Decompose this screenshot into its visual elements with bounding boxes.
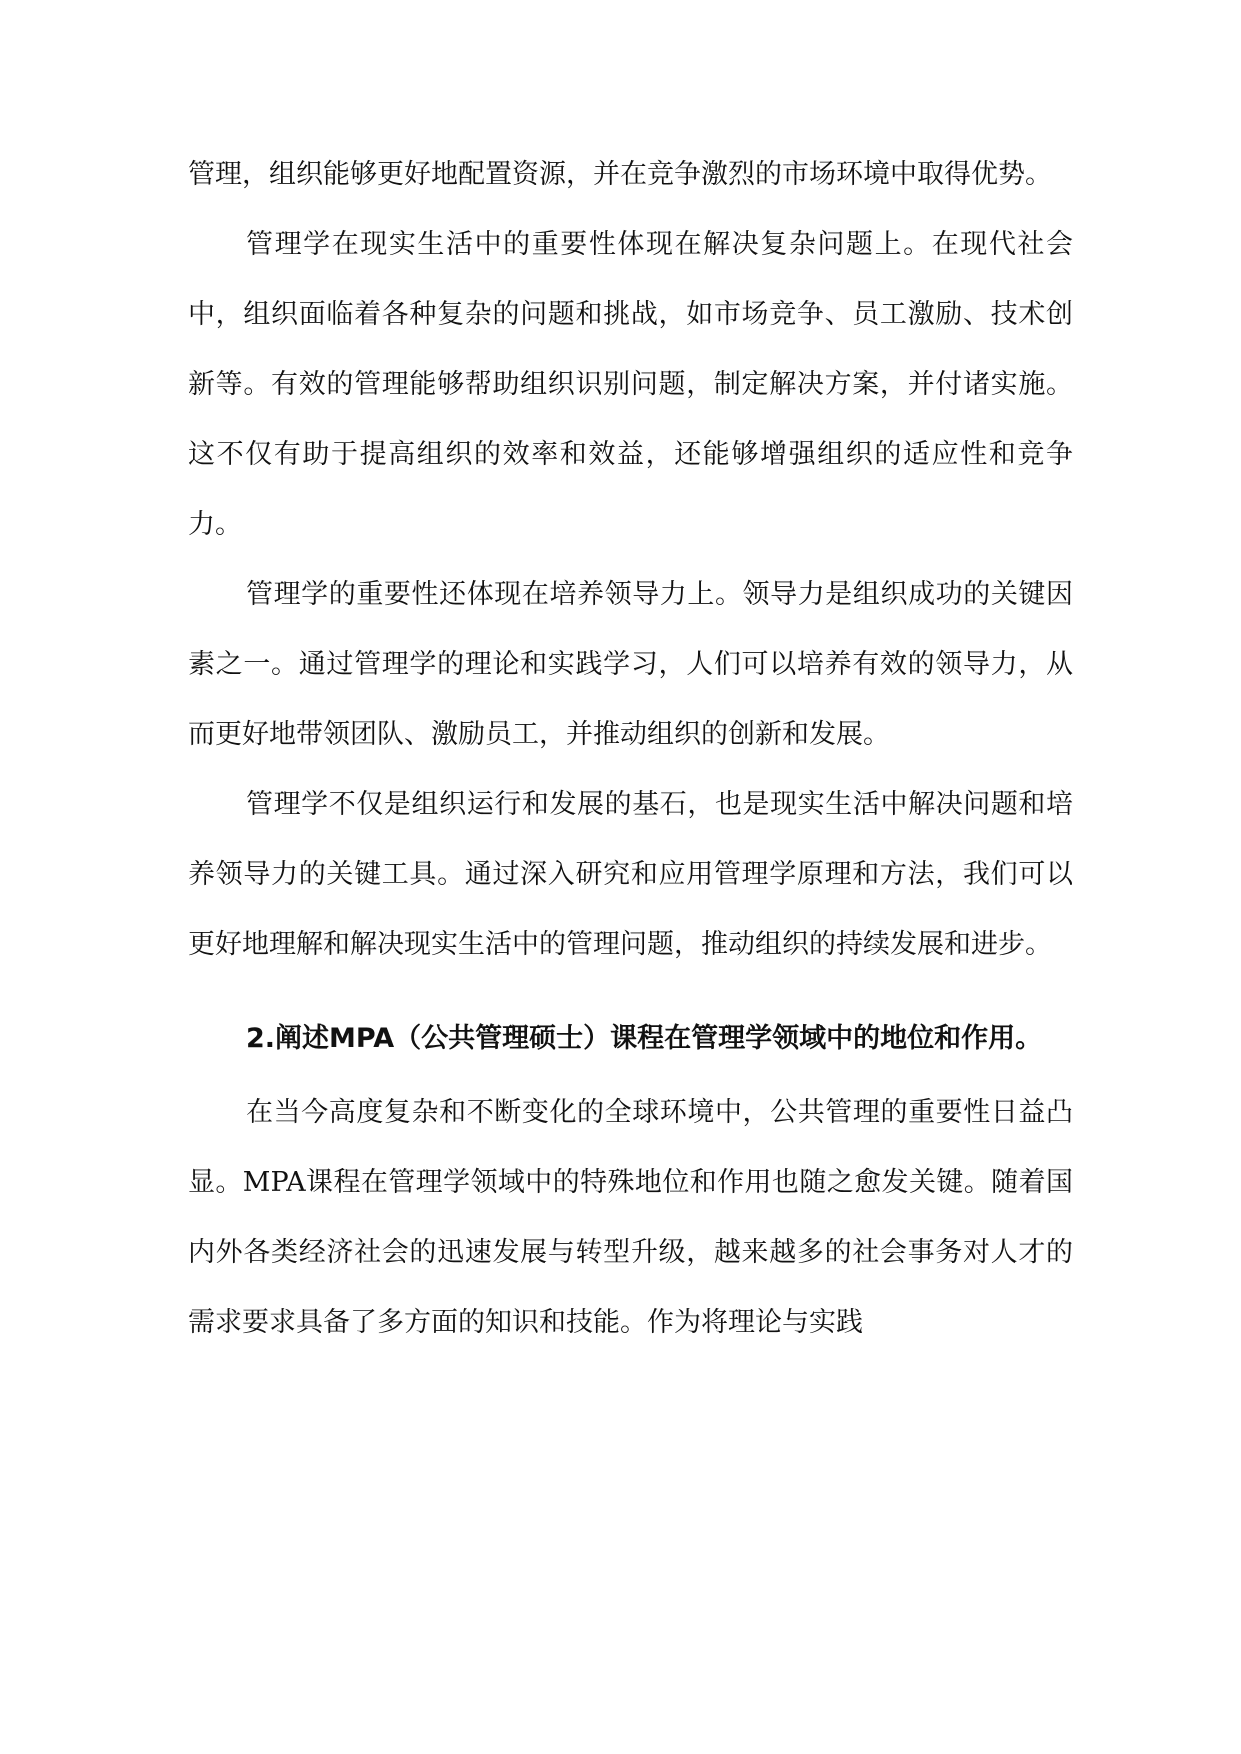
paragraph-mpa-intro: 在当今高度复杂和不断变化的全球环境中，公共管理的重要性日益凸显。MPA课程在管理学领域中的特殊地位和作用也随之愈发关键。随着国内外各类经济社会的迅速发展与转型升级，越来越多的社会事务对人才的需求要求具备了多方面的知识和技能。作为将理论与实践 [188,1097,1073,1338]
paragraph-leadership: 管理学的重要性还体现在培养领导力上。领导力是组织成功的关键因素之一。通过管理学的理论和实践学习，人们可以培养有效的领导力，从而更好地带领团队、激励员工，并推动组织的创新和发展。 [188,579,1073,750]
document-body [188,140,1073,1358]
paragraph-complex-problems: 管理学在现实生活中的重要性体现在解决复杂问题上。在现代社会中，组织面临着各种复杂的问题和挑战，如市场竞争、员工激励、技术创新等。有效的管理能够帮助组织识别问题，制定解决方案，并付诸实施。这不仅有助于提高组织的效率和效益，还能够增强组织的适应性和竞争力。 [188,229,1073,540]
section-heading: 2.阐述MPA（公共管理硕士）课程在管理学领域中的地位和作用。 [246,1023,1043,1054]
paragraph-continuation: 管理，组织能够更好地配置资源，并在竞争激烈的市场环境中取得优势。 [188,159,1052,190]
paragraph-conclusion: 管理学不仅是组织运行和发展的基石，也是现实生活中解决问题和培养领导力的关键工具。通过深入研究和应用管理学原理和方法，我们可以更好地理解和解决现实生活中的管理问题，推动组织的持续发展和进步。 [188,789,1073,960]
